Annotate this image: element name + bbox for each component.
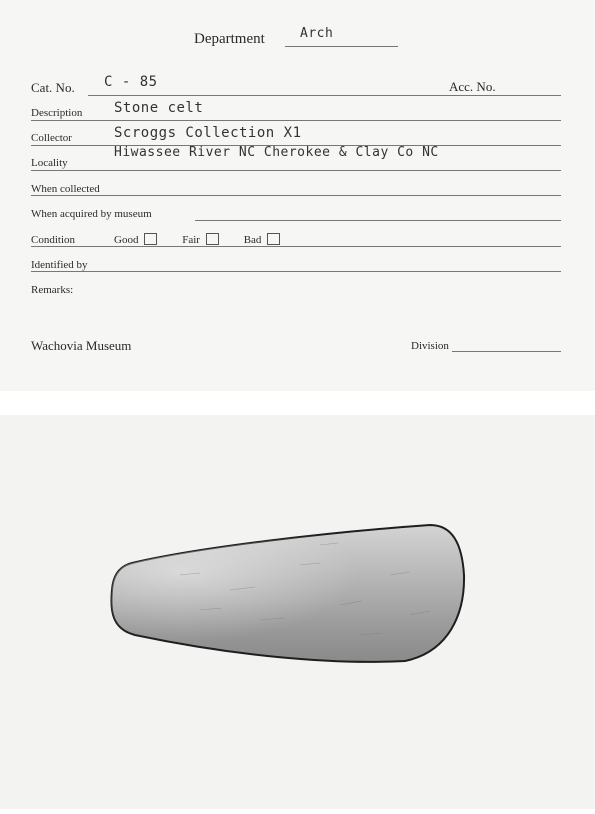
locality-rule xyxy=(31,170,561,171)
condition-rule xyxy=(31,246,561,247)
when-acquired-label: When acquired by museum xyxy=(31,208,152,220)
collector-label: Collector xyxy=(31,132,72,144)
acc-no-label: Acc. No. xyxy=(449,79,496,94)
checkbox-icon xyxy=(144,233,153,245)
locality-value: Hiwassee River NC Cherokee & Clay Co NC xyxy=(114,145,439,160)
division-label: Division xyxy=(411,340,449,352)
collector-value: Scroggs Collection X1 xyxy=(114,125,302,141)
description-rule xyxy=(31,120,561,121)
condition-bad: Bad xyxy=(244,234,281,246)
condition-options xyxy=(114,233,302,246)
condition-label: Condition xyxy=(31,234,76,246)
when-collected-label: When collected xyxy=(31,183,100,195)
cat-no-value: C - 85 xyxy=(104,74,158,90)
checkbox-icon xyxy=(267,233,276,245)
department-label: Department xyxy=(194,31,265,47)
description-value: Stone celt xyxy=(114,100,204,116)
division-rule xyxy=(452,351,561,352)
department-value: Arch xyxy=(300,26,334,41)
description-label: Description xyxy=(31,107,83,119)
checkbox-icon xyxy=(206,233,215,245)
identified-by-rule xyxy=(31,271,561,272)
locality-label: Locality xyxy=(31,157,68,169)
catalog-card xyxy=(0,0,595,391)
museum-name: Wachovia Museum xyxy=(31,338,132,353)
department-rule xyxy=(285,46,398,47)
stone-celt-drawing xyxy=(0,415,595,809)
condition-fair: Fair xyxy=(182,234,219,246)
condition-good: Good xyxy=(114,234,157,246)
remarks-label: Remarks: xyxy=(31,284,74,296)
when-collected-rule xyxy=(31,195,561,196)
cat-no-label: Cat. No. xyxy=(31,80,75,95)
when-acquired-rule xyxy=(195,220,561,221)
drawing-card xyxy=(0,415,595,809)
identified-by-label: Identified by xyxy=(31,259,88,271)
cat-no-rule xyxy=(88,95,561,96)
